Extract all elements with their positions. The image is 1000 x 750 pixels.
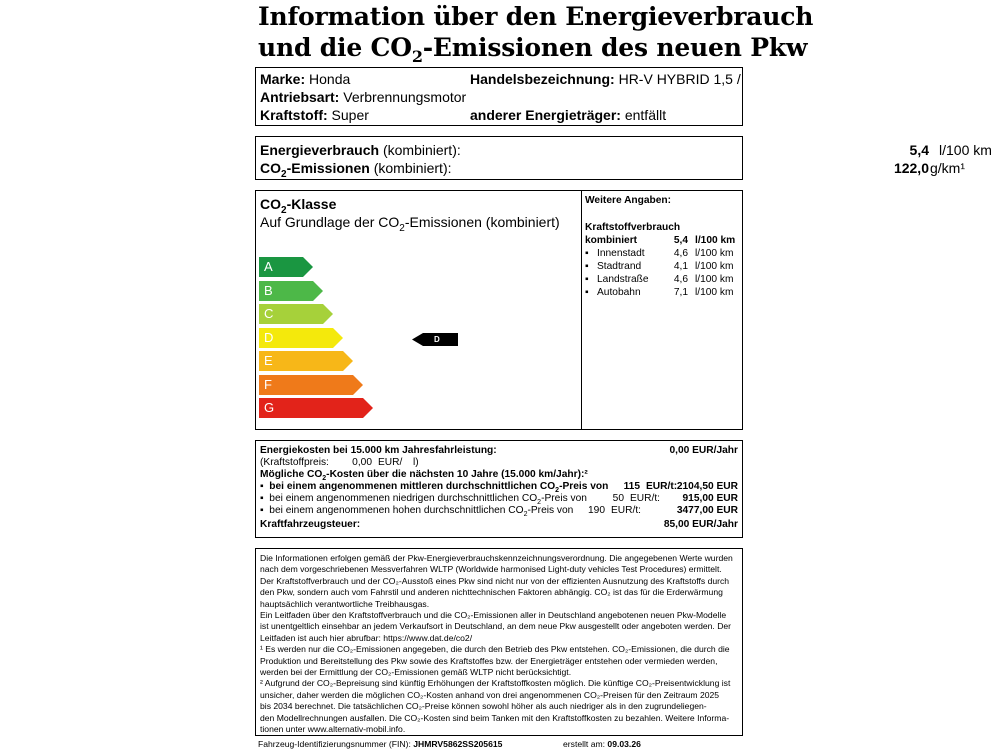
co2-cost-mid-price-text: 115 <box>623 481 640 492</box>
co2-text: CO <box>260 160 281 176</box>
other-energy-label: anderer Energieträger: <box>470 107 621 123</box>
drive-value: Verbrennungsmotor <box>343 89 467 105</box>
consumption-row-unit: l/100 km <box>695 248 734 259</box>
energy-consumption-label <box>260 141 461 159</box>
fuel-price-label: (Kraftstoffpreis: <box>260 457 329 468</box>
legal-note-line: Der Kraftstoffverbrauch und der CO₂-Ausstoß eines Pkw sind nicht nur von der effizienten Ausnutzung des Kraftstoffs durch <box>260 575 730 586</box>
co2-cost-mid-value-text: 2104,50 EUR <box>676 481 738 492</box>
co2-cost-mid-text: bei einem angenommenen mittleren durchschnittlichen CO <box>269 481 556 492</box>
co2-cost-low-value-text: 915,00 EUR <box>682 493 738 504</box>
creation-date-value: 09.03.26 <box>607 739 641 749</box>
co2-emission-unit <box>930 159 965 177</box>
co2-class-bar-e <box>259 351 355 371</box>
legal-note-line: Produktion und Bereitstellung des Pkw sowie des Kraftstoffes bzw. der Energieträger entstehen oder vermieden werden, <box>260 655 718 666</box>
fuel-price-value: 0,00 <box>352 457 372 468</box>
energy-consumption-value <box>856 141 929 159</box>
bullet: ▪ <box>260 481 264 492</box>
co2-cost-high-row: ▪ bei einem angenommenen hohen durchschnittlichen $CO_2$-Preis von <box>260 505 574 519</box>
legal-note-line: Ein Leitfaden über den Kraftstoffverbrauch und die CO₂-Emissionen aller in Deutschland angebotenen neuen Pkw-Modelle <box>260 610 727 621</box>
co2-unit: g/km¹ <box>930 160 965 176</box>
co2-cost-high-unit: EUR/t: <box>611 505 642 516</box>
class-arrow-shape <box>259 375 365 395</box>
title-text: -Emissionen des neuen Pkw <box>422 33 808 62</box>
co2-class-bar-b <box>259 281 325 301</box>
co2-class-subtitle-text: -Emissionen (kombiniert) <box>404 214 560 230</box>
combined-unit <box>695 235 735 248</box>
combined-label <box>585 235 637 248</box>
fin-label: Fahrzeug-Identifizierungsnummer (FIN): <box>258 739 411 749</box>
class-arrow-shape <box>259 398 375 418</box>
co2-cost-low-unit: EUR/t: <box>630 493 661 504</box>
consumption-row-label: Landstraße <box>597 274 649 285</box>
legal-note-line: werden bei der Ermittlung der CO₂-Emissionen gemäß WLTP nicht berücksichtigt. <box>260 667 572 678</box>
co2-cost-mid-price <box>612 481 640 494</box>
co2-class-bar-g <box>259 398 375 418</box>
further-info-heading-text: Weitere Angaben: <box>585 195 672 206</box>
co2-suffix: (kombiniert): <box>373 160 452 176</box>
combined-value <box>644 235 688 248</box>
other-energy-value: entfällt <box>624 107 667 123</box>
title-subscript: 2 <box>411 47 423 66</box>
co2-class-letter: G <box>264 400 275 415</box>
co2-cost-low-text: bei einem angenommenen niedrigen durchschnittlichen CO <box>269 493 538 504</box>
vehicle-tax-value-text: 85,00 EUR/Jahr <box>663 519 738 530</box>
energy-costs-value-text: 0,00 EUR/Jahr <box>669 445 738 456</box>
bullet: ▪ <box>260 493 264 504</box>
co2-cost-high-text: bei einem angenommenen hohen durchschnittlichen CO <box>269 505 524 516</box>
legal-note-line: bis 2034 berechnet. Die tatsächlichen CO₂-Preise können sowohl höher als auch niedriger als in den zugrundeliegen- <box>260 701 707 712</box>
legal-notes-box <box>255 548 743 736</box>
legal-note-line: den Pkw, sondern auch vom Fahrstil und anderen nichttechnischen Faktoren abhängig. CO₂ ist das für die Erderwärmung <box>260 587 723 598</box>
consumption-row-value: 4,6 <box>673 274 688 285</box>
fuel-consumption-heading-text: Kraftstoffverbrauch <box>585 222 681 233</box>
energy-label: Energieverbrauch <box>260 142 380 158</box>
creation-date-label: erstellt am: <box>563 739 606 749</box>
energy-consumption-unit <box>939 141 992 159</box>
co2-class-bar-d <box>259 328 345 348</box>
brand-value: Honda <box>309 71 351 87</box>
co2-class-text: CO <box>260 196 281 212</box>
fuel-value: Super <box>331 107 369 123</box>
co2-cost-high-value <box>666 505 738 518</box>
co2-cost-mid-text2: -Preis von <box>559 481 609 492</box>
legal-note-line: ¹ Es werden nur die CO₂-Emissionen angegeben, die durch den Betrieb des Pkw entstehen. CO₂-Emissionen, die durch die <box>260 644 730 655</box>
co2-cost-high-price: 190 <box>588 505 605 516</box>
co2-cost-low-price: 50 <box>612 493 624 504</box>
co2-class-text: -Klasse <box>286 196 337 212</box>
co2-class-bar-a <box>259 257 315 277</box>
co2-cost-low-value <box>666 493 738 506</box>
co2-cost-low-row: ▪ bei einem angenommenen niedrigen durchschnittlichen $CO_2$-Preis von <box>260 493 587 507</box>
vehicle-tax-label-text: Kraftfahrzeugsteuer: <box>260 519 361 530</box>
co2-costs-heading-text <box>260 469 588 483</box>
co2-class-bar-c <box>259 304 335 324</box>
legal-note-line: ² Aufgrund der CO₂-Bepreisung sind künftig Erhöhungen der Kraftstoffkosten möglich. Die künftige CO₂-Preisentwicklung ist <box>260 678 731 689</box>
co2-subscript: 2 <box>281 168 287 180</box>
energy-costs-label <box>260 445 497 458</box>
drive-label: Antriebsart: <box>260 89 340 105</box>
energy-unit: l/100 km <box>939 142 992 158</box>
consumption-row-unit: l/100 km <box>695 261 734 272</box>
fuel-row <box>260 106 369 124</box>
co2-class-letter: B <box>264 282 273 298</box>
consumption-row-label: Stadtrand <box>597 261 642 272</box>
co2-class-subheading <box>260 213 560 238</box>
vehicle-info-box <box>255 67 743 126</box>
consumption-row-label: Autobahn <box>597 287 641 298</box>
energy-costs-value <box>626 445 738 458</box>
co2-costs-text: Mögliche CO <box>260 469 323 480</box>
fuel-label: Kraftstoff: <box>260 107 328 123</box>
consumption-box <box>255 136 992 180</box>
current-class-marker <box>412 333 458 346</box>
class-arrow-shape <box>259 351 355 371</box>
co2-cost-mid-label: bei einem angenommenen mittleren durchschnittlichen $CO_2$-Preis von <box>269 481 609 495</box>
legal-note-line: hauptsächlich verantwortliche Treibhausgas. <box>260 598 430 609</box>
other-energy-row <box>470 106 666 124</box>
co2-label <box>260 160 370 180</box>
co2-class-letter: A <box>264 259 273 274</box>
fin-value: JHMRV5862SS205615 <box>413 739 503 749</box>
co2-cost-mid-value <box>666 481 738 494</box>
fin-row <box>258 739 502 750</box>
bullet: ▪ <box>585 287 589 298</box>
model-label: Handelsbezeichnung: <box>470 71 615 87</box>
co2-class-subtitle-subscript: 2 <box>399 222 405 234</box>
consumption-row-value: 4,1 <box>673 261 688 272</box>
bullet: ▪ <box>260 505 264 516</box>
legal-note-line: Die Informationen erfolgen gemäß der Pkw-Energieverbrauchskennzeichnungsverordnung. Die angegebenen Werte wurden <box>260 553 733 563</box>
further-info-heading <box>585 195 671 208</box>
co2-class-letter: C <box>264 306 274 321</box>
brand-label: Marke: <box>260 71 306 87</box>
co2-class-letter: D <box>264 329 274 345</box>
legal-note-line: den Modellrechnungen ausfallen. Die CO₂-Kosten sind beim Tanken mit den Kraftstoffkosten zu bezahlen. Weitere Informa- <box>260 712 730 723</box>
co2-cost-high-value-text: 3477,00 EUR <box>676 505 738 516</box>
vehicle-tax-label <box>260 519 360 532</box>
co2-cost-low-text2: -Preis von <box>541 493 587 504</box>
co2-costs-text: -Kosten über die nächsten 10 Jahre (15.000 km/Jahr):² <box>326 469 588 480</box>
consumption-row-value: 7,1 <box>673 287 688 298</box>
model-value: HR-V HYBRID 1,5 / <box>618 71 741 87</box>
drive-row <box>260 88 466 106</box>
consumption-row-value: 4,6 <box>673 248 688 259</box>
energy-value: 5,4 <box>909 142 929 158</box>
combined-unit-text: l/100 km <box>695 235 736 246</box>
legal-note-line: nach dem vorgeschriebenen Messverfahren WLTP (Worldwide harmonised Light-duty vehicles Test Procedures) ermittelt. <box>260 564 722 575</box>
legal-note-line: unsicher, daher werden die möglichen CO₂-Kosten anhand von drei angenommenen CO₂-Preisen für den Zeitraum 2025 <box>260 689 720 700</box>
fuel-price-unit: EUR/ <box>378 457 403 468</box>
co2-class-subtitle-text: Auf Grundlage der CO <box>260 214 400 230</box>
bullet: ▪ <box>585 274 589 285</box>
co2-text: -Emissionen <box>286 160 370 176</box>
co2-class-bar-f <box>259 375 365 395</box>
fuel-consumption-heading <box>585 222 680 235</box>
fuel-price-unit2: l) <box>413 457 419 468</box>
co2-class-title <box>260 196 337 216</box>
title-text: und die CO <box>258 33 412 62</box>
vehicle-tax-value <box>626 519 738 532</box>
co2-cost-mid-unit-text: EUR/t: <box>646 481 678 492</box>
co2-class-letter: F <box>264 376 272 392</box>
consumption-row-label: Innenstadt <box>597 248 645 259</box>
legal-notes-text <box>260 553 733 736</box>
model-row <box>470 70 741 88</box>
co2-costs-subscript: 2 <box>322 475 327 483</box>
brand-row <box>260 70 350 88</box>
co2-class-letter: E <box>264 353 273 368</box>
costs-box <box>255 440 743 538</box>
legal-note-line: tionen unter www.alternativ-mobil.info. <box>260 724 406 735</box>
creation-date-row <box>563 739 641 750</box>
bullet: ▪ <box>585 248 589 259</box>
legal-note-line: Leitfaden ist auch hier abrufbar: https://www.dat.de/co2/ <box>260 632 473 643</box>
co2-class-subscript: 2 <box>281 204 287 216</box>
co2-emission-value <box>856 159 929 177</box>
co2-value: 122,0 <box>893 160 929 176</box>
bullet: ▪ <box>585 261 589 272</box>
consumption-row-unit: l/100 km <box>695 287 734 298</box>
legal-note-line: ist unentgeltlich einsehbar an jedem Verkaufsort in Deutschland, an dem neue Pkw ausgestellt oder angeboten werden. Der <box>260 621 732 632</box>
consumption-row-unit: l/100 km <box>695 274 734 285</box>
combined-value-text: 5,4 <box>673 235 688 246</box>
combined-label-text: kombiniert <box>585 235 638 246</box>
current-class-label: D <box>434 335 440 344</box>
co2-cost-high-text2: -Preis von <box>527 505 574 516</box>
page-title-line1: Information über den Energieverbrauch <box>258 2 814 31</box>
energy-costs-label-text: Energiekosten bei 15.000 km Jahresfahrleistung: <box>260 445 497 456</box>
further-info-box <box>581 190 743 430</box>
energy-suffix: (kombiniert): <box>382 142 461 158</box>
co2-emission-label <box>260 159 452 184</box>
